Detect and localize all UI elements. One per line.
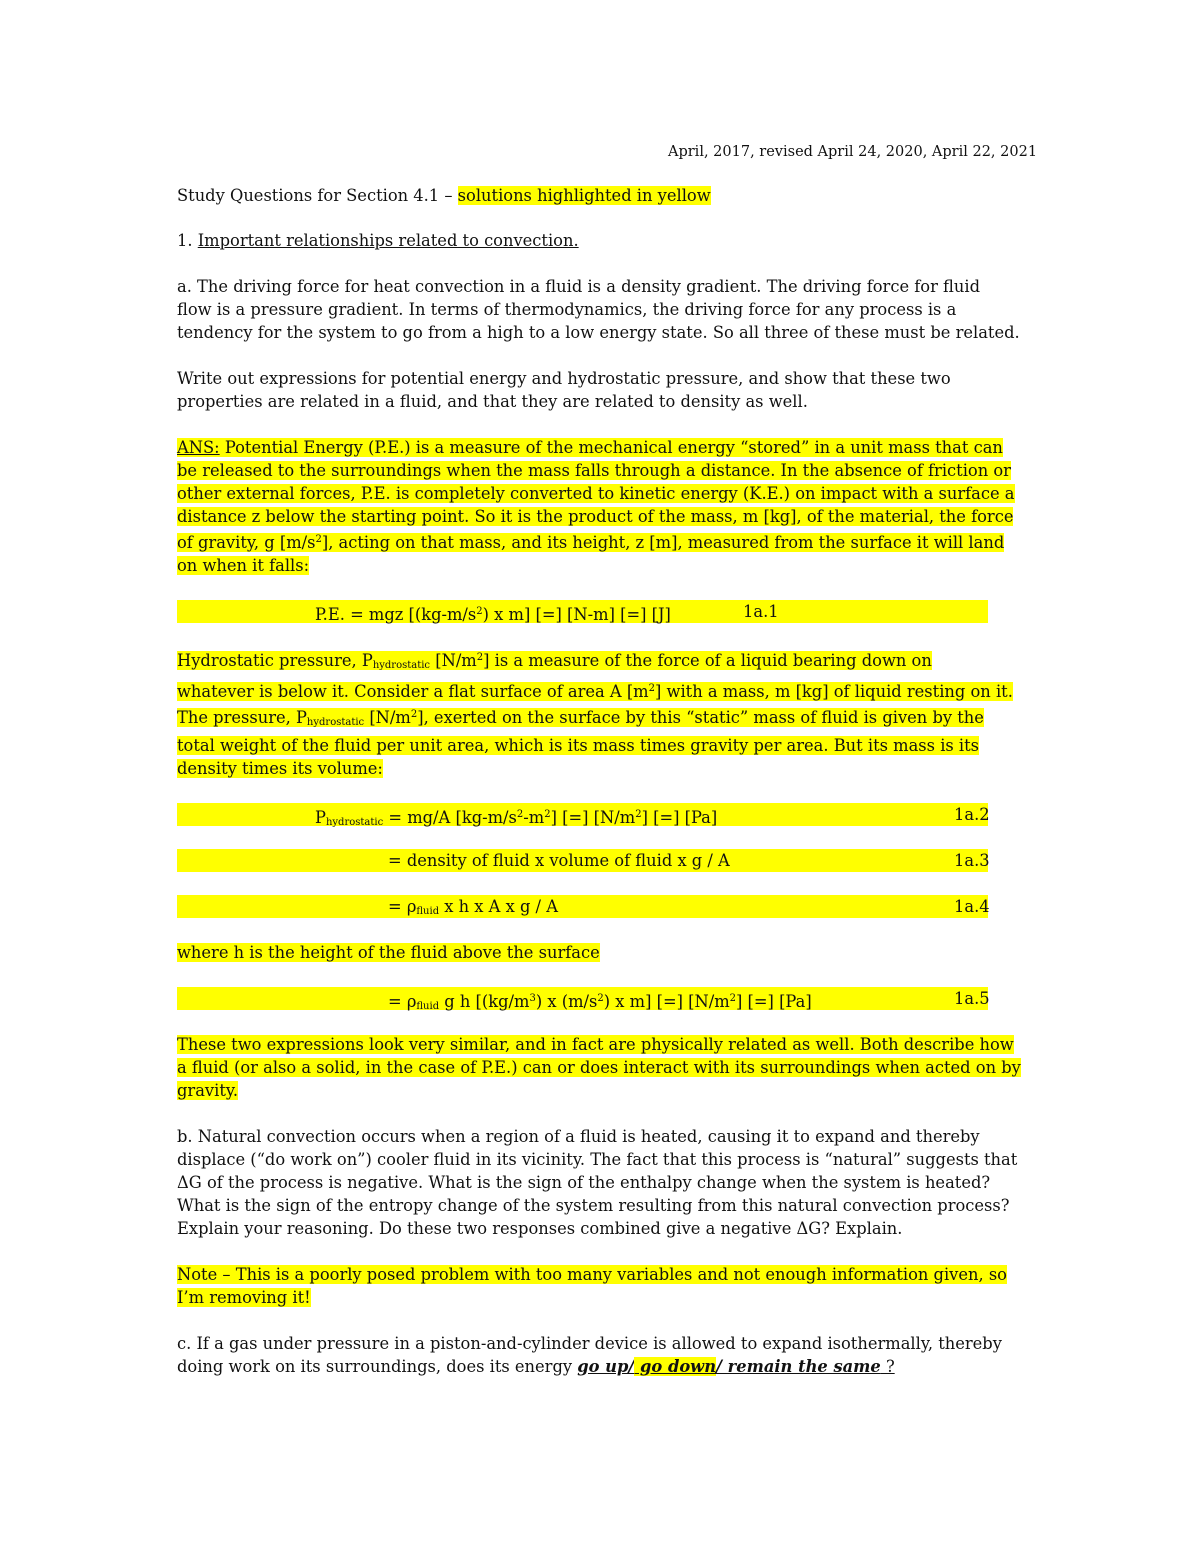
part-a-line: tendency for the system to go from a high to a low energy state. So all three of these must be related. bbox=[177, 323, 1020, 342]
part-a-paragraph bbox=[177, 275, 1037, 344]
part-b-line: What is the sign of the entropy change of the system resulting from this natural convection process? bbox=[177, 1196, 1010, 1215]
option-go-up: go up/ bbox=[577, 1357, 635, 1376]
where-line: where h is the height of the fluid above the surface bbox=[177, 943, 600, 962]
revision-date: April, 2017, revised April 24, 2020, April 22, 2021 bbox=[668, 144, 1038, 160]
hydro-line: density times its volume: bbox=[177, 759, 383, 778]
conclusion-line: These two expressions look very similar, and in fact are physically related as well. Both describe how bbox=[177, 1035, 1014, 1054]
equation-1a2 bbox=[177, 803, 988, 826]
equation-1a5 bbox=[177, 987, 988, 1010]
equation-1a1 bbox=[177, 600, 988, 623]
section-number: 1. bbox=[177, 231, 193, 250]
hydrostatic-paragraph bbox=[177, 646, 1037, 780]
prompt-line: Write out expressions for potential energy and hydrostatic pressure, and show that these two bbox=[177, 369, 951, 388]
section-heading-text: Important relationships related to convection. bbox=[197, 231, 579, 250]
part-b-line: displace (“do work on”) cooler fluid in its vicinity. The fact that this process is “natural” suggests that bbox=[177, 1150, 1018, 1169]
document-title bbox=[177, 184, 1037, 207]
hydro-line: total weight of the fluid per unit area, which is its mass times gravity per area. But its mass is its bbox=[177, 736, 980, 755]
equation-body: = $\rho_{fluid}$ g h [$(kg/m^3)$ x $(m/s^2)$ x m] [=] $[N/m^2]$ [=] [Pa] bbox=[388, 992, 812, 1012]
equation-number: 1a.2 bbox=[954, 805, 990, 824]
part-b-line: Explain your reasoning. Do these two responses combined give a negative ΔG? Explain. bbox=[177, 1219, 903, 1238]
part-b-paragraph bbox=[177, 1125, 1037, 1240]
answer-line: distance z below the starting point. So it is the product of the mass, m [kg], of the material, the force bbox=[177, 507, 1014, 526]
option-go-down: go down bbox=[634, 1357, 717, 1376]
answer-paragraph bbox=[177, 436, 1037, 577]
title-highlight: solutions highlighted in yellow bbox=[457, 186, 711, 205]
answer-line: of gravity, g $[m/s^2]$, acting on that mass, and its height, z [m], measured from the surface it will land bbox=[177, 533, 1005, 552]
conclusion-line: gravity. bbox=[177, 1081, 239, 1100]
hydro-line: Hydrostatic pressure, $P_{hydrostatic}$ $[N/m^2]$ is a measure of the force of a liquid bearing down on bbox=[177, 651, 932, 671]
equation-body: P.E. = mgz [$(kg-m/s^2)$ x m] [=] [N-m] [=] [J] bbox=[315, 605, 671, 624]
equation-number: 1a.1 bbox=[743, 602, 779, 621]
equation-number: 1a.3 bbox=[954, 851, 990, 870]
note-paragraph bbox=[177, 1263, 1037, 1309]
answer-line: Potential Energy (P.E.) is a measure of the mechanical energy “stored” in a unit mass that can bbox=[219, 438, 1003, 457]
equation-number: 1a.4 bbox=[954, 897, 990, 916]
section-heading bbox=[177, 229, 1037, 252]
part-a-line: flow is a pressure gradient. In terms of thermodynamics, the driving force for any process is a bbox=[177, 300, 957, 319]
equation-body: = $\rho_{fluid}$ x h x A x g / A bbox=[388, 897, 558, 917]
answer-line: be released to the surroundings when the mass falls through a distance. In the absence of friction or bbox=[177, 461, 1011, 480]
prompt-line: properties are related in a fluid, and that they are related to density as well. bbox=[177, 392, 808, 411]
part-b-line: ΔG of the process is negative. What is the sign of the enthalpy change when the system is heated? bbox=[177, 1173, 991, 1192]
conclusion-line: a fluid (or also a solid, in the case of P.E.) can or does interact with its surroundings when acted on by bbox=[177, 1058, 1021, 1077]
equation-body: = density of fluid x volume of fluid x g / A bbox=[388, 851, 730, 870]
document-body bbox=[177, 142, 1037, 1378]
equation-body: $P_{hydrostatic} = mg/A$ $[kg-m/s^2-m^2]$ [=] $[N/m^2]$ [=] [Pa] bbox=[315, 808, 718, 828]
answer-line: other external forces, P.E. is completely converted to kinetic energy (K.E.) on impact with a surface a bbox=[177, 484, 1015, 503]
part-a-prompt bbox=[177, 367, 1037, 413]
conclusion-paragraph bbox=[177, 1033, 1037, 1102]
note-line: Note – This is a poorly posed problem with too many variables and not enough information given, so bbox=[177, 1265, 1007, 1284]
hydro-line: The pressure, $P_{hydrostatic}$ $[N/m^2]$, exerted on the surface by this “static” mass of fluid is given by the bbox=[177, 708, 984, 728]
part-c-line: c. If a gas under pressure in a piston-and-cylinder device is allowed to expand isothermally, thereby bbox=[177, 1334, 1002, 1353]
ans-label: ANS: bbox=[177, 438, 220, 457]
hydro-line: whatever is below it. Consider a flat surface of area A $[m^2]$ with a mass, m [kg] of liquid resting on it. bbox=[177, 682, 1013, 701]
title-prefix: Study Questions for Section 4.1 – bbox=[177, 186, 458, 205]
part-b-line: b. Natural convection occurs when a region of a fluid is heated, causing it to expand and thereby bbox=[177, 1127, 980, 1146]
option-remain-same: / remain the same bbox=[716, 1357, 881, 1376]
note-line: I’m removing it! bbox=[177, 1288, 311, 1307]
equation-1a3 bbox=[177, 849, 988, 872]
answer-line: on when it falls: bbox=[177, 556, 310, 575]
equation-number: 1a.5 bbox=[954, 989, 990, 1008]
equation-1a4 bbox=[177, 895, 988, 918]
part-c-line: doing work on its surroundings, does its energy go up/ go down/ remain the same ? bbox=[177, 1357, 895, 1376]
part-a-line: a. The driving force for heat convection in a fluid is a density gradient. The driving force for fluid bbox=[177, 277, 981, 296]
part-c-paragraph bbox=[177, 1332, 1037, 1378]
